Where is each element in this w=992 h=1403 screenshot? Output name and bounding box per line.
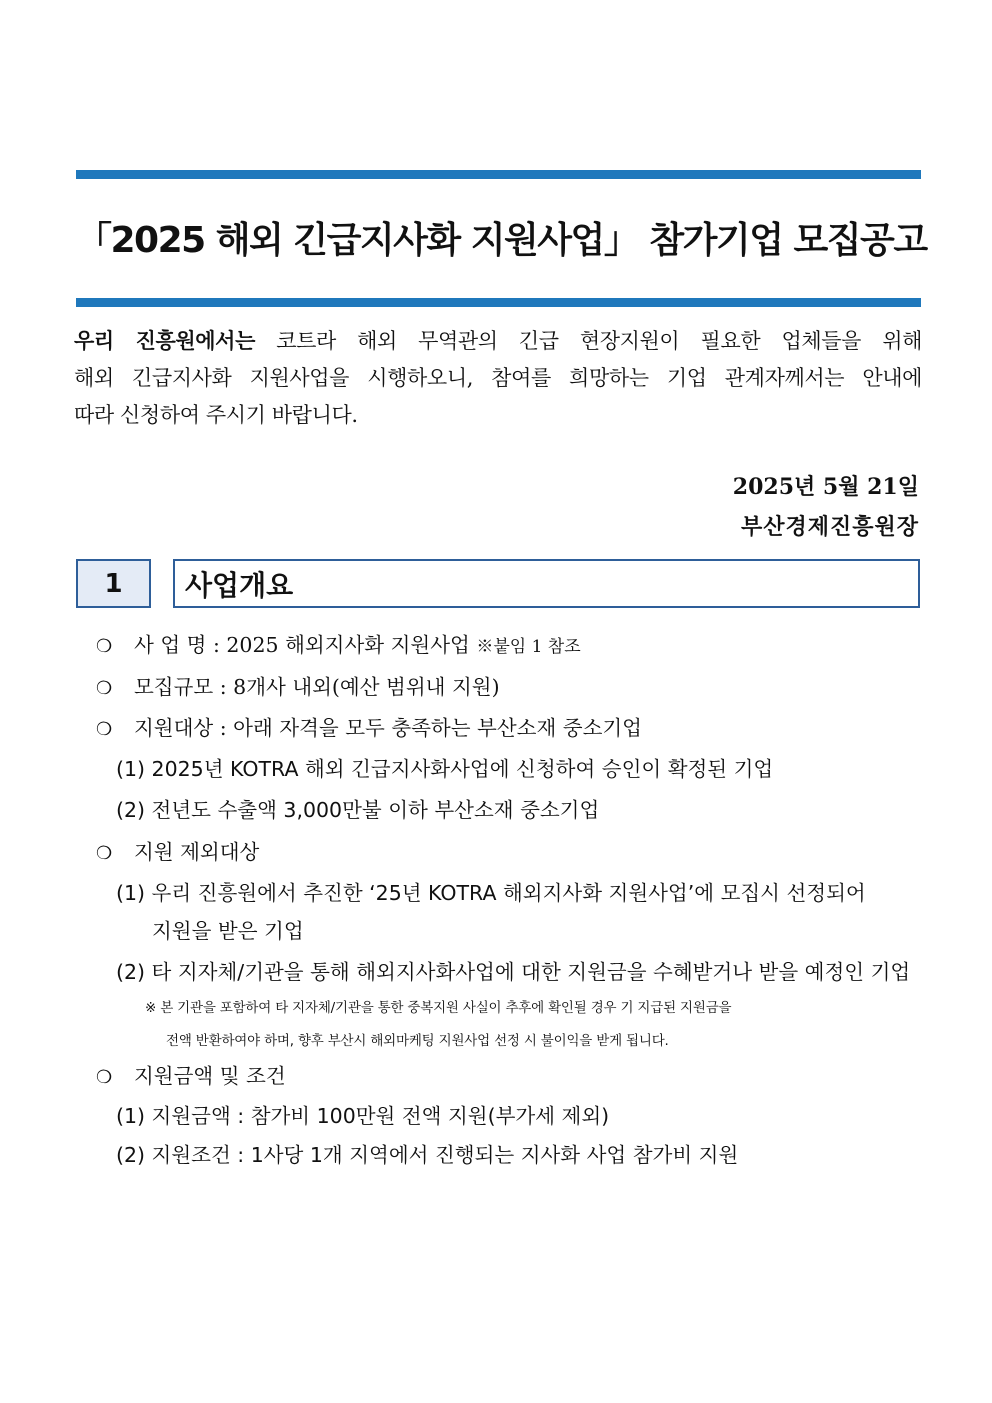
exclusion-note-line-2: 전액 반환하여야 하며, 향후 부산시 해외마케팅 지원사업 선정 시 불이익을 받게 됩니다. [166,1033,669,1049]
title-bottom-rule [76,298,921,307]
recruitment-scale-text: 모집규모 : 8개사 내외(예산 범위내 지원) [134,675,500,699]
section-number: 1 [76,559,151,608]
eligibility-item-1: (1) 2025년 KOTRA 해외 긴급지사화사업에 신청하여 승인이 확정된 기업 [116,757,774,781]
bullet-circle-icon: ❍ [96,636,113,657]
bullet-eligibility [96,711,642,741]
intro-lead: 우리 진흥원에서는 [74,328,255,353]
page-title: 「2025 해외 긴급지사화 지원사업」 참가기업 모집공고 [76,220,927,261]
eligibility-text: 지원대상 : 아래 자격을 모두 충족하는 부산소재 중소기업 [134,716,642,740]
eligibility-item-2: (2) 전년도 수출액 3,000만불 이하 부산소재 중소기업 [116,798,600,822]
bullet-circle-icon: ❍ [96,719,113,740]
exclusion-item-2: (2) 타 지자체/기관을 통해 해외지사화사업에 대한 지원금을 수혜받거나 받을 예정인 기업 [116,960,911,984]
section-title: 사업개요 [173,559,920,608]
bullet-circle-icon: ❍ [96,1067,113,1088]
bullet-circle-icon: ❍ [96,843,113,864]
announcement-date: 2025년 5월 21일 [732,474,919,500]
bullet-support-amount [96,1059,286,1089]
support-item-1: (1) 지원금액 : 참가비 100만원 전액 지원(부가세 제외) [116,1104,610,1128]
bullet-circle-icon: ❍ [96,678,113,699]
exclusion-item-1-cont: 지원을 받은 기업 [152,919,304,943]
exclusion-note-line-1: ※ 본 기관을 포함하여 타 지자체/기관을 통한 중복지원 사실이 추후에 확인될 경우 기 지급된 지원금을 [145,1000,732,1016]
business-name-text: 사 업 명 : 2025 해외지사화 지원사업 [134,633,470,657]
support-amount-text: 지원금액 및 조건 [134,1064,286,1088]
signer: 부산경제진흥원장 [740,514,919,540]
intro-line-3: 따라 신청하여 주시기 바랍니다. [74,403,358,427]
bullet-exclusions [96,835,259,865]
bullet-business-name [96,628,581,658]
exclusions-text: 지원 제외대상 [134,840,260,864]
exclusion-item-1: (1) 우리 진흥원에서 추진한 ‘25년 KOTRA 해외지사화 지원사업’에 모집시 선정되어 [116,881,866,905]
intro-line-1 [74,322,922,360]
bullet-recruitment-scale [96,670,500,700]
support-item-2: (2) 지원조건 : 1사당 1개 지역에서 진행되는 지사화 사업 참가비 지원 [116,1143,739,1167]
intro-line-2: 해외 긴급지사화 지원사업을 시행하오니, 참여를 희망하는 기업 관계자께서는 안내에 [74,366,922,390]
title-top-rule [76,170,921,179]
intro-paragraph [74,322,922,434]
business-name-note: ※붙임 1 참조 [476,637,581,657]
intro-line-1-rest: 코트라 해외 무역관의 긴급 현장지원이 필요한 업체들을 위해 [254,329,922,353]
